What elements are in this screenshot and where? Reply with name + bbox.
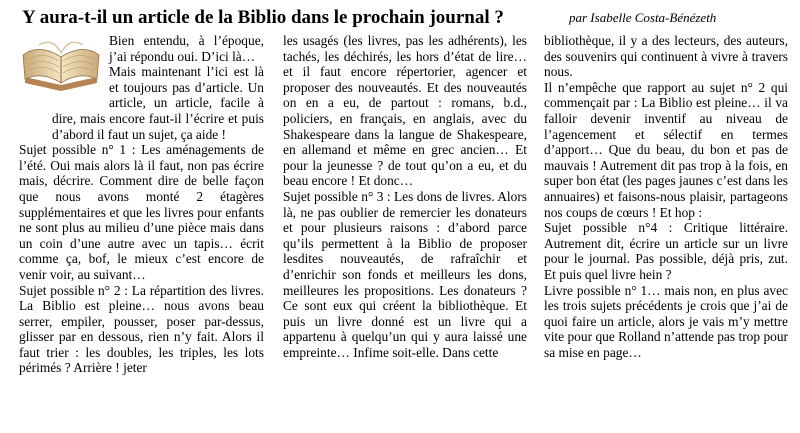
paragraph: Livre possible n° 1… mais non, en plus avec les trois sujets précédents je crois que j’ai de quoi faire un article, alors je vais m’y mettre vite pour que Rolland n’attende pas trop pour sa mise en page… <box>544 282 788 360</box>
column-3 <box>544 33 788 360</box>
open-book-icon <box>19 33 103 97</box>
paragraph: Sujet possible n° 2 : La répartition des livres. La Biblio est pleine… nous avons beau serrer, empiler, pousser, poser par-dessus, glisser par en dessous, rien n’y fait. Alors il faut trier : les doubles, les triples, les lots périmés ? Arrière ! jeter <box>19 282 264 376</box>
paragraph: Sujet possible n° 3 : Les dons de livres. Alors là, ne pas oublier de remercier les donateurs et pour plusieurs raisons : d’abord parce qu’ils permettent à la Biblio de proposer lesdites nouveautés, de rafraîchir et d’enrichir son fonds et meilleurs les dons, meilleures les propositions. Les donateurs ? Ce sont eux qui créent la bibliothèque. Et puis un livre donné est un livre qui a appartenu à quelqu’un qui y aura laissé une empreinte… Infime soit-elle. Dans cette <box>283 188 527 360</box>
paragraph: les usagés (les livres, pas les adhérents), les tachés, les déchirés, les hors d’état de lire… et il faut encore répertorier, agencer et proposer des nouveautés. Et des nouveautés on en a eu, de partout : romans, b.d., policiers, en français, en anglais, avec du Shakespeare dans la langue de Shakespeare, en allemand et même en grec ancien… Et pour la jeunesse ? de tout qu’on a eu, et du beau encore ! Et donc… <box>283 33 527 189</box>
paragraph: Bien entendu, à l’époque, j’ai répondu oui. D’ici là… <box>109 33 264 64</box>
author-byline: par Isabelle Costa-Bénézeth <box>569 10 717 25</box>
paragraph: Sujet possible n°4 : Critique littéraire. Autrement dit, écrire un article sur un livre pour le journal. Pas possible, déjà pris, zut. Et puis quel livre hein ? <box>544 220 788 282</box>
paragraph: bibliothèque, il y a des lecteurs, des auteurs, des souvenirs qui continuent à vivre à travers nous. <box>544 33 788 80</box>
article-title: Y aura-t-il un article de la Biblio dans le prochain journal ? <box>22 7 504 28</box>
paragraph: Sujet possible n° 1 : Les aménagements de l’été. Oui mais alors là il faut, non pas écrire mais, décrire. Comment dire de belle façon que nous avons monté 2 étagères supplémentaires et que les livres pour enfants ne sont plus au milieu d’une pièce mais dans un coin d’une autre avec un tapis… écrit comme ça, bof, le mieux c’est encore de venir voir, au suivant… <box>19 142 264 282</box>
column-1 <box>19 33 264 376</box>
paragraph: Mais maintenant l’ici est là et toujours pas d’article. Un article, un article, facile à dire, mais encore faut-il l’écrire et puis d’abord il faut un sujet, ça aide ! <box>52 64 264 142</box>
column-2 <box>283 33 527 360</box>
paragraph: Il n’empêche que rapport au sujet n° 2 qui commençait par : La Biblio est pleine… il va falloir devenir inventif au niveau de l’agencement et sélectif en termes d’apport… Que du beau, du bon et pas de mauvais ! Autrement dit pas trop à la fois, en super bon état (les pages jaunes c’est dans les annuaires) et faisons-nous plaisir, partageons nos coups de cœurs ! Et hop : <box>544 79 788 220</box>
